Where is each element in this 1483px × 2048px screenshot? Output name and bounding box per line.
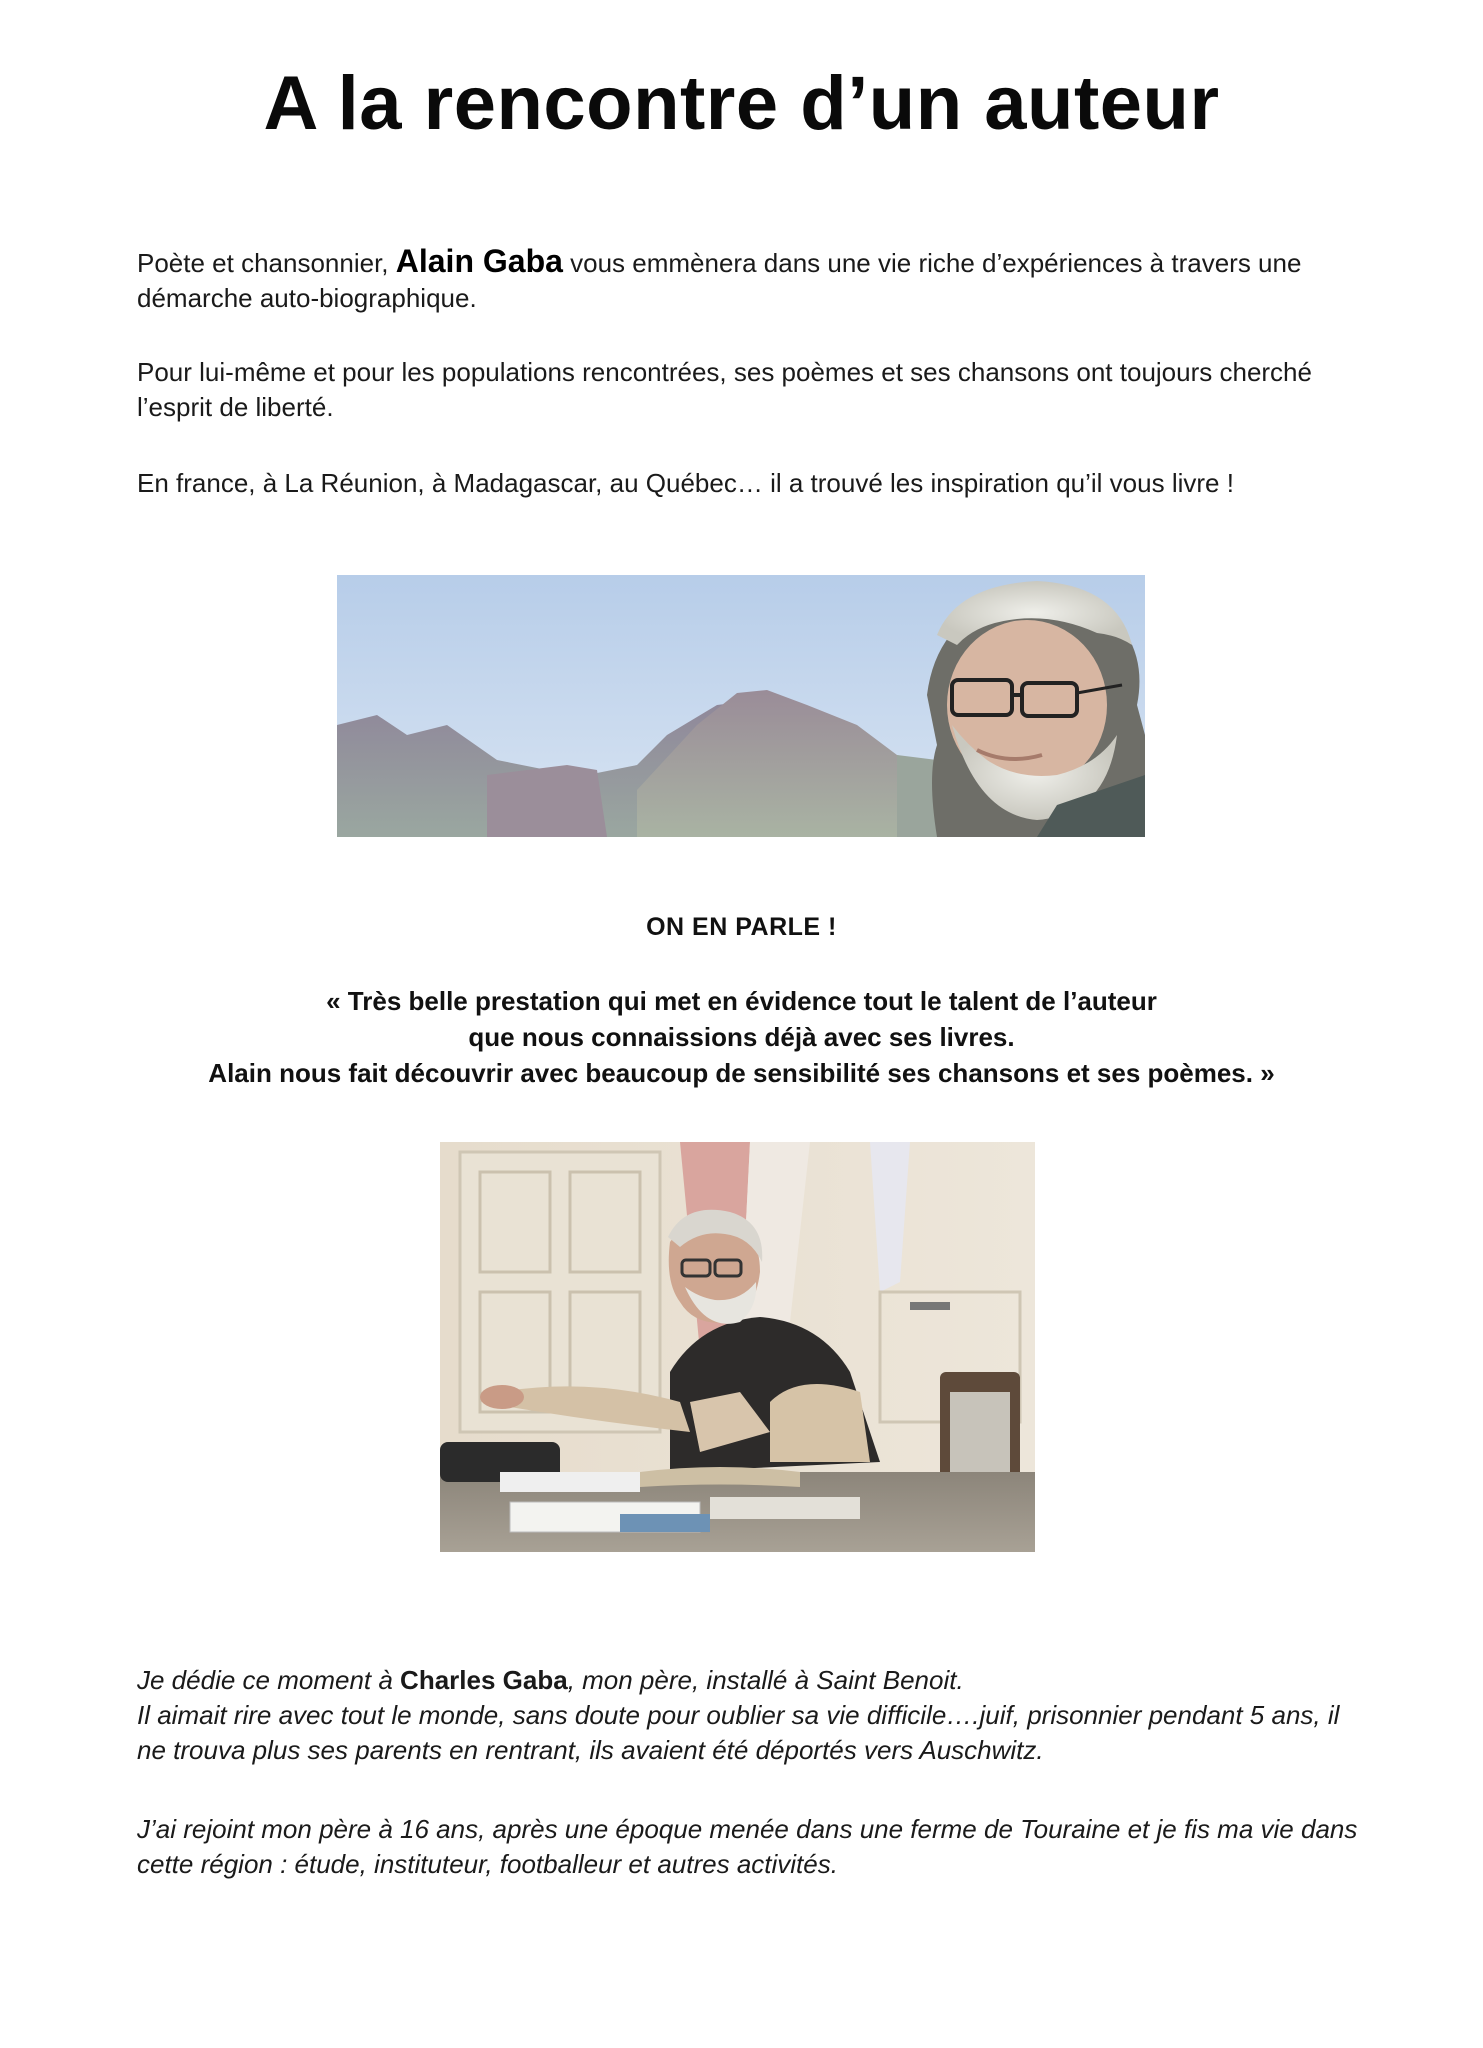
review-quote <box>0 983 1483 1091</box>
landscape-photo-image <box>337 575 1145 837</box>
author-name: Alain Gaba <box>395 243 563 279</box>
dedication-text: J’ai rejoint mon père à 16 ans, après une époque menée dans une ferme de Touraine et je fis ma vie dans cette région : étude, instituteur, footballeur et autres activités. <box>137 1814 1358 1879</box>
review-heading: ON EN PARLE ! <box>646 913 837 941</box>
quote-line: Alain nous fait découvrir avec beaucoup de sensibilité ses chansons et ses poèmes. » <box>208 1058 1275 1088</box>
page-title: A la rencontre d’un auteur <box>263 61 1220 146</box>
intro-paragraph-1 <box>137 244 1367 316</box>
quote-line: « Très belle prestation qui met en évidence tout le talent de l’auteur <box>326 986 1157 1016</box>
father-name: Charles Gaba <box>400 1665 568 1695</box>
author-reading-photo <box>440 1142 1035 1552</box>
intro-paragraph-3 <box>137 466 1367 501</box>
dedication-paragraph-2 <box>137 1812 1367 1882</box>
dedication-text: Je dédie ce moment à <box>137 1665 401 1695</box>
intro-text: Poète et chansonnier, <box>137 248 396 278</box>
dedication-paragraph-1 <box>137 1663 1367 1768</box>
dedication-text: , mon père, installé à Saint Benoit. <box>567 1665 964 1695</box>
landscape-author-photo <box>337 575 1145 837</box>
author-reading-photo-image <box>440 1142 1035 1552</box>
dedication-text: Il aimait rire avec tout le monde, sans doute pour oublier sa vie difficile….juif, prisonnier pendant 5 ans, il ne trouva plus ses parents en rentrant, ils avaient été déportés vers Auschwitz. <box>137 1700 1340 1765</box>
intro-text: Pour lui-même et pour les populations rencontrées, ses poèmes et ses chansons ont toujours cherché l’esprit de liberté. <box>137 357 1312 422</box>
intro-paragraph-2 <box>137 355 1367 425</box>
intro-text: En france, à La Réunion, à Madagascar, au Québec… il a trouvé les inspiration qu’il vous livre ! <box>137 468 1234 498</box>
quote-line: que nous connaissions déjà avec ses livres. <box>468 1022 1015 1052</box>
intro-text: vous emmènera dans une vie riche d’expériences à travers une démarche auto-biographique. <box>137 248 1302 313</box>
